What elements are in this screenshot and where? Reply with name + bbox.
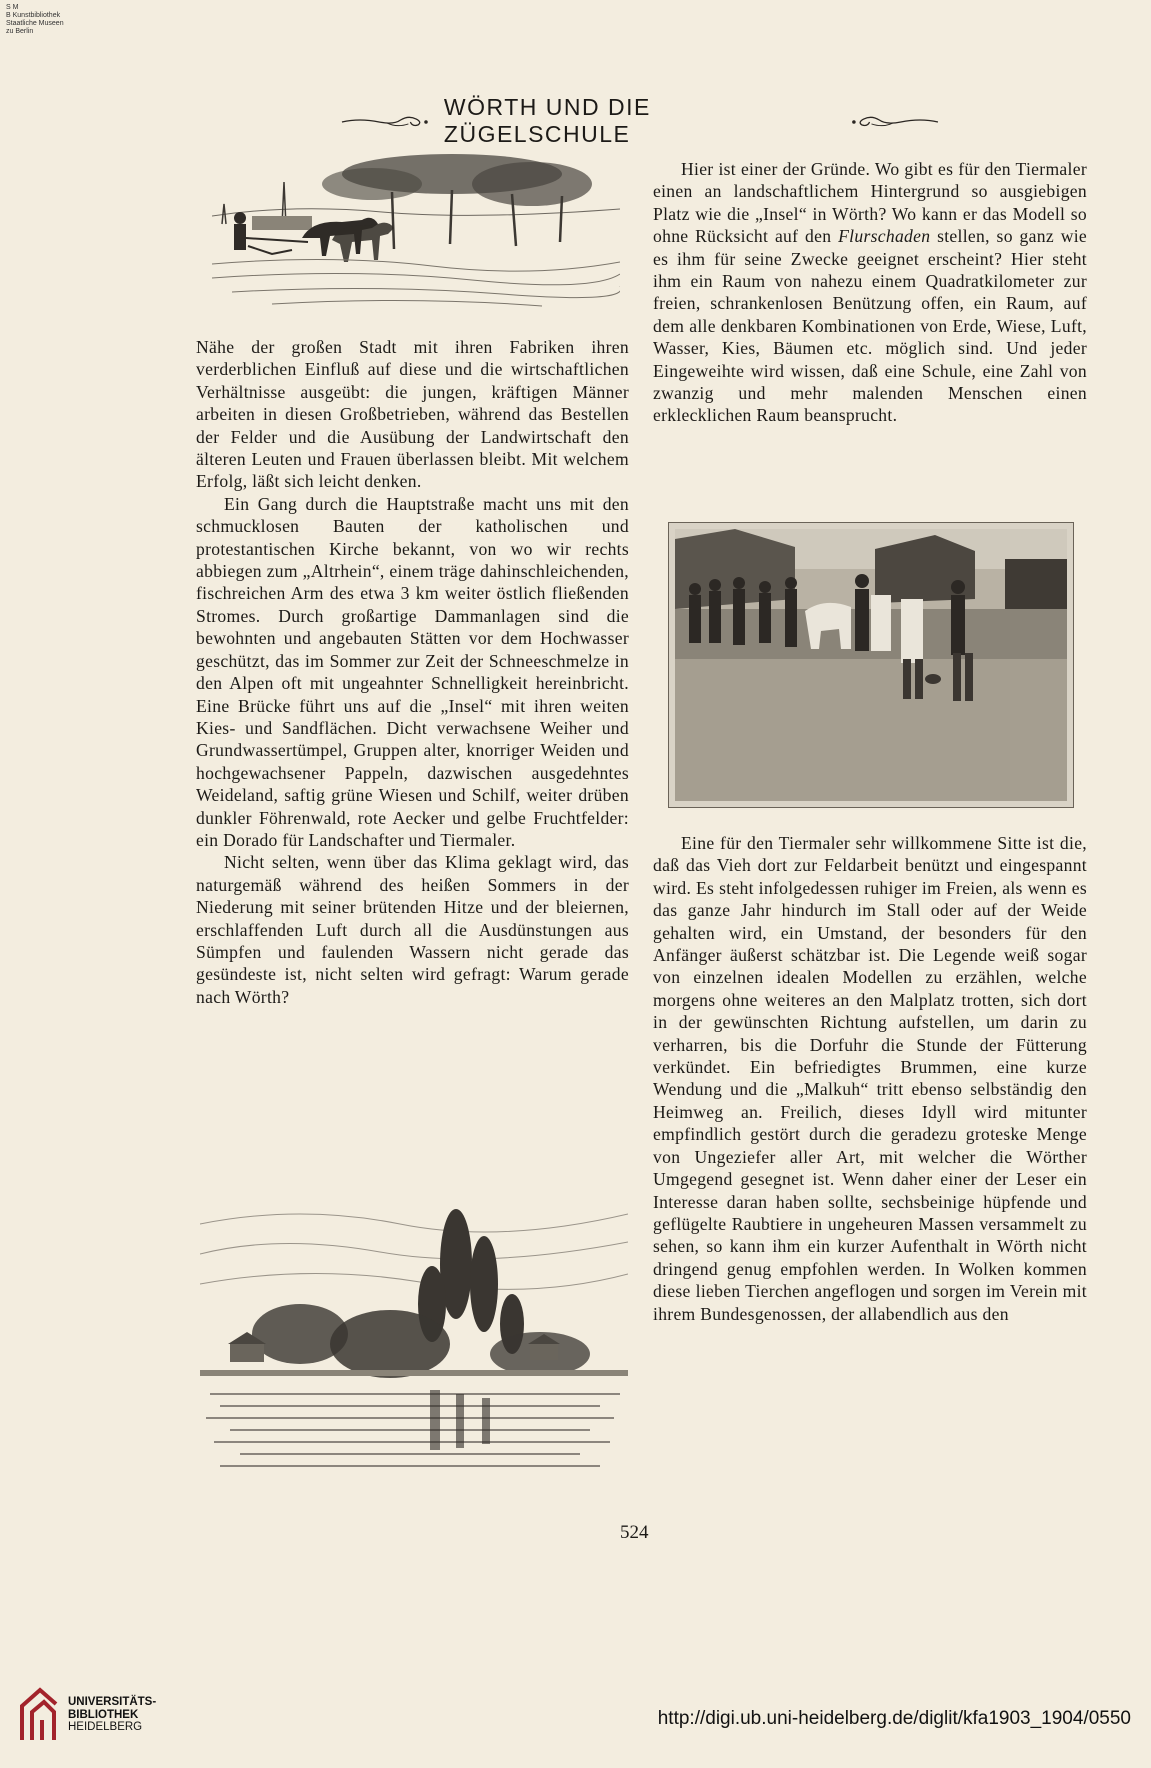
page-title: WÖRTH UND DIE ZÜGELSCHULE	[443, 94, 651, 147]
left-flourish-ornament	[340, 112, 430, 130]
paragraph: Nicht selten, wenn über das Klima geklagt wird, das naturgemäß während des heißen Sommers in der Niederung mit seiner brütenden Hitze und der bleiernen, erschlaffenden Luft durch all die Ausdünstungen aus Sümpfen und faulenden Wassern nicht gerade das gesündeste ist, nicht selten wird gefragt: Warum gerade nach Wörth?	[196, 852, 629, 1007]
paragraph-part: stellen, so ganz wie es ihm für seine Zwecke geeignet erscheint? Hier steht ihm ein Raum von nahezu einem Quadratkilometer zur freien, schrankenlosen Benützung offen, ein Raum, auf dem alle denkbaren Kombinationen von Erde, Wiese, Luft, Wasser, Kies, Bäumen etc. möglich sind. Und jeder Eingeweihte wird wissen, daß eine Schule, eine Zahl von zwanzig und mehr malenden Menschen einen erklecklichen Raum beansprucht.	[653, 226, 1087, 426]
photograph-image	[675, 529, 1067, 801]
library-stamp	[6, 4, 64, 36]
library-name-line: HEIDELBERG	[68, 1721, 143, 1733]
paragraph-part: Hier ist einer der Gründe. Wo gibt es für den Tiermaler einen an landschaftlichem Hintergrund so ausgiebigen Platz wie die „Insel“ in Wörth? Wo kann er das Modell so ohne Rücksicht auf den	[653, 159, 1087, 247]
heidelberg-library-logo	[16, 1686, 62, 1742]
village-cattle-photograph	[668, 522, 1074, 808]
stamp-line: zu Berlin	[6, 28, 34, 35]
stamp-line: S M	[6, 4, 19, 11]
stamp-line: B Kunstbibliothek	[6, 12, 61, 19]
paragraph: Ein Gang durch die Hauptstraße macht uns mit den schmucklosen Bauten der katholischen und protestantischen Kirche bekannt, von wo wir rechts abbiegen zum „Altrhein“, einem träge dahinschleichenden, fischreichen Arm des etwa 3 km weiter östlich fließenden Stromes. Durch großartige Dammanlagen sind die bewohnten und angebauten Stätten vor dem Hochwasser geschützt, das im Sommer zur Zeit der Schneeschmelze in den Alpen oft mit ungeahnter Schnelligkeit hereinbricht. Eine Brücke führt uns auf die „Insel“ mit ihren weiten Kies- und Sandflächen. Dicht verwachsene Weiher und Grundwassertümpel, Gruppen alter, knorriger Weiden und hochgewachsener Pappeln, dazwischen ausgedehntes Weideland, saftig grüne Wiesen und Schilf, weiter drüben dunkler Föhrenwald, rote Aecker und gelbe Fruchtfelder: ein Dorado für Landschafter und Tiermaler.	[196, 493, 629, 850]
paragraph	[653, 158, 1087, 427]
paragraph: Nähe der großen Stadt mit ihren Fabriken ihren verderblichen Einfluß auf diese und die wirtschaftlichen Verhältnisse ausgeübt: die jungen, kräftigen Männer arbeiten in diesen Großbetrieben, während das Bestellen der Felder und die Ausübung der Landwirtschaft den älteren Leuten und Frauen überlassen bleibt. Mit welchem Erfolg, läßt sich leicht denken.	[196, 337, 629, 492]
source-url-link[interactable]: http://digi.ub.uni-heidelberg.de/diglit/kfa1903_1904/0550	[657, 1708, 1131, 1729]
library-name-line: UNIVERSITÄTS-	[68, 1696, 157, 1708]
stamp-line: Staatliche Museen	[6, 20, 64, 27]
library-name-line: BIBLIOTHEK	[68, 1708, 139, 1721]
footer-bar	[0, 1686, 1151, 1768]
library-name	[68, 1696, 156, 1734]
running-header	[340, 94, 940, 147]
page-number: 524	[620, 1522, 649, 1543]
emphasis: Flurschaden	[838, 226, 931, 247]
right-column-bottom-text	[653, 832, 1087, 1325]
left-column-text	[196, 336, 629, 1008]
right-flourish-ornament	[850, 112, 940, 130]
plough-horses-illustration	[212, 154, 620, 314]
paragraph: Eine für den Tiermaler sehr willkommene Sitte ist die, daß das Vieh dort zur Feldarbeit benützt und eingespannt wird. Es steht infolgedessen ruhiger im Freien, als wenn es das ganze Jahr hindurch im Stall oder auf der Weide gehalten wird, ein Umstand, der besonders für den Anfänger äußerst schätzbar ist. Die Legende weiß sogar von einzelnen idealen Modellen zu erzählen, welche morgens ohne weiteres an den Malplatz trotten, sich dort in der gewünschten Richtung aufstellen, um darin zu verharren, bis die Dorfuhr die Stunde der Fütterung verkündet. Ein befriedigtes Brummen, eine kurze Wendung und die „Malkuh“ tritt ebenso selbständig den Heimweg an. Freilich, dieses Idyll wird mitunter empfindlich gestört durch die geradezu groteske Menge von Ungeziefer aller Art, mit welcher die Wörther Umgegend gesegnet ist. Wenn daher einer der Leser ein Interesse daran haben sollte, sechsbeinige hüpfende und geflügelte Raubtiere in ungeheuren Massen versammelt zu sehen, so kann ihm ein kurzer Aufenthalt in Wörth nicht dringend genug empfohlen werden. In Wolken kommen diese lieben Tierchen angeflogen und sorgen im Verein mit ihrem Bundesgenossen, der allabendlich aus den	[653, 833, 1087, 1324]
pond-landscape-etching	[200, 1194, 628, 1481]
right-column-top-text	[653, 158, 1087, 427]
